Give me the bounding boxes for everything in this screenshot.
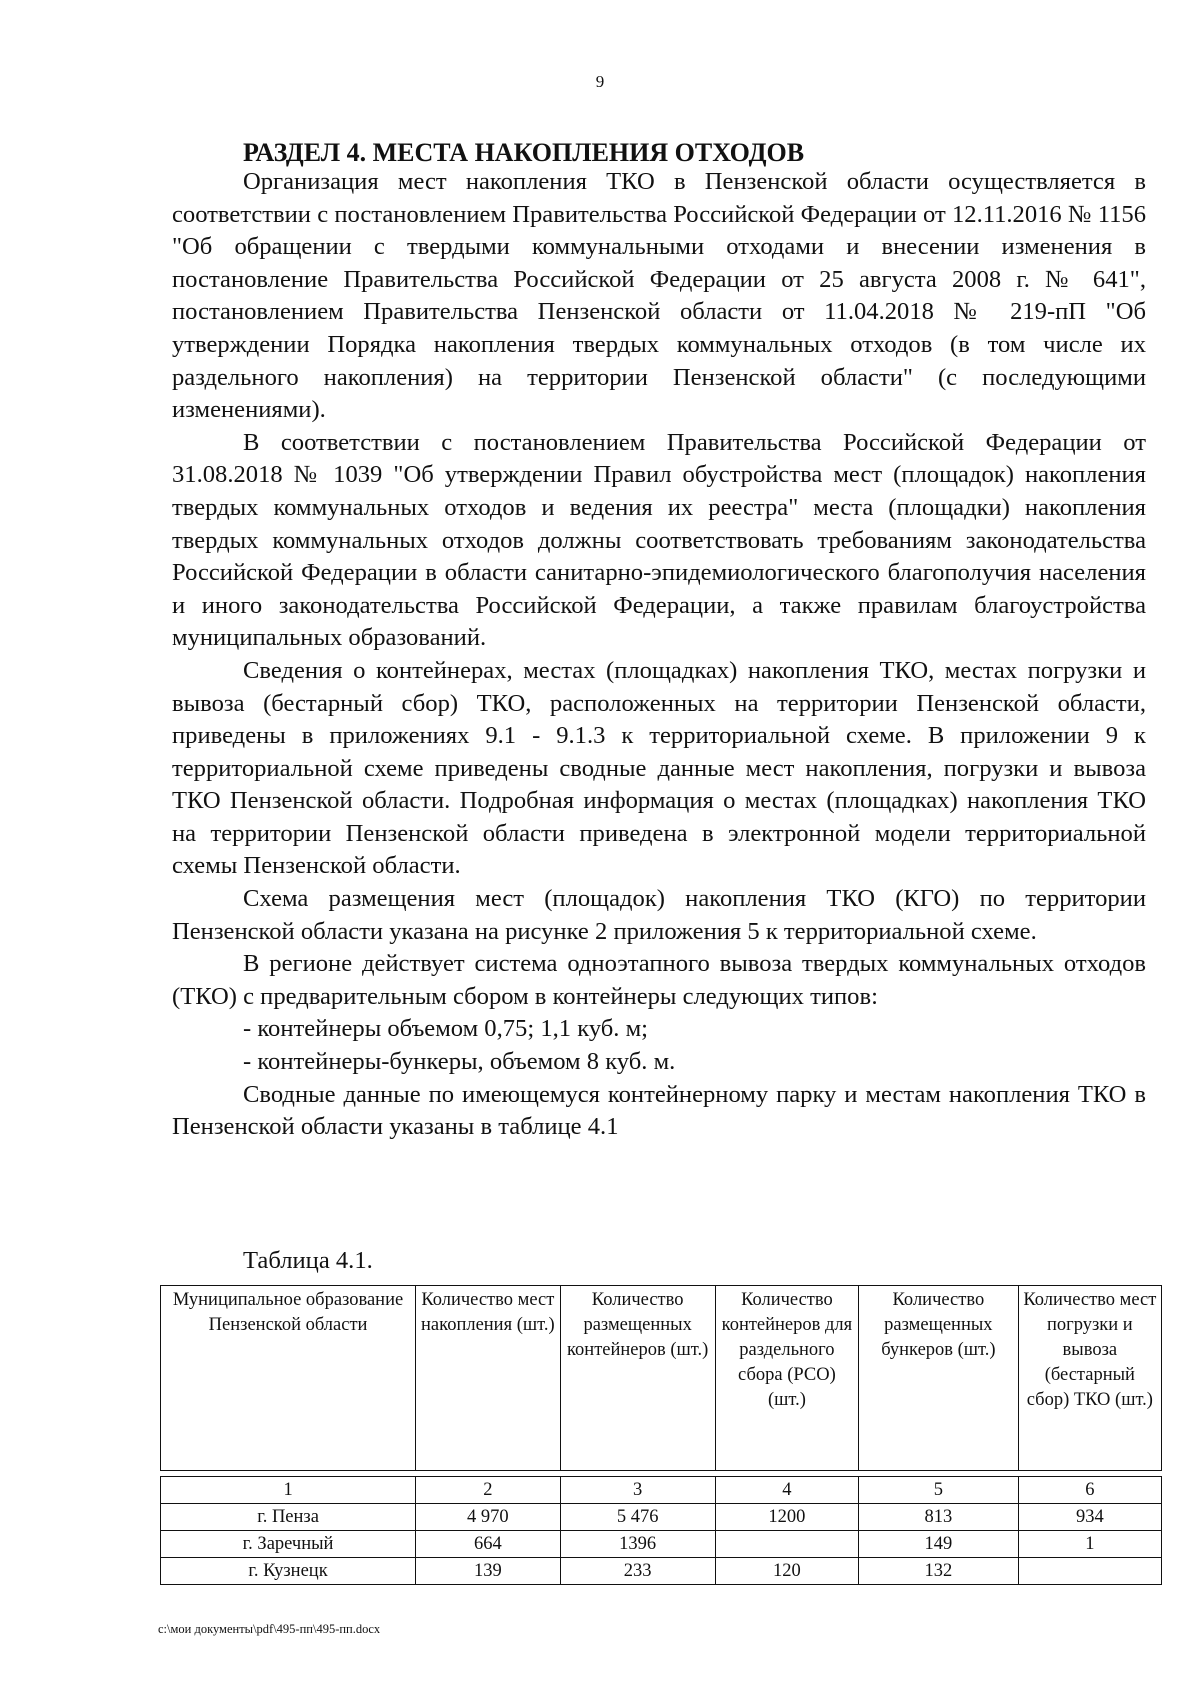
table-header-row (161, 1286, 1162, 1471)
table-cell: 149 (859, 1531, 1019, 1558)
paragraph: Сведения о контейнерах, местах (площадках) накопления ТКО, местах погрузки и вывоза (бестарный сбор) ТКО, расположенных на территории Пензенской области, приведены в приложениях 9.1 - 9.1.3 к территориальной схеме. В приложении 9 к территориальной схеме приведены сводные данные мест накопления, погрузки и вывоза ТКО Пензенской области. Подробная информация о местах (площадках) накопления ТКО на территории Пензенской области приведена в электронной модели территориальной схемы Пензенской области. (172, 656, 1146, 880)
table-cell: 934 (1018, 1504, 1161, 1531)
footer-file-path: c:\мои документы\pdf\495-пп\495-пп.docx (158, 1622, 381, 1636)
column-header: Количество размещенных бункеров (шт.) (859, 1286, 1019, 1471)
column-header: Количество контейнеров для раздельного сбора (РСО) (шт.) (715, 1286, 858, 1471)
column-number: 4 (715, 1477, 858, 1504)
section-heading: РАЗДЕЛ 4. МЕСТА НАКОПЛЕНИЯ ОТХОДОВ (243, 138, 805, 167)
column-number-row (161, 1477, 1162, 1504)
table-cell: 233 (560, 1558, 715, 1585)
column-header: Количество размещенных контейнеров (шт.) (560, 1286, 715, 1471)
page-number: 9 (595, 72, 605, 91)
table-cell: 139 (416, 1558, 560, 1585)
column-number: 2 (416, 1477, 560, 1504)
list-item: - контейнеры-бункеры, объемом 8 куб. м. (243, 1048, 676, 1076)
paragraph: В соответствии с постановлением Правительства Российской Федерации от 31.08.2018 № 1039 "Об утверждении Правил обустройства мест (площадок) накопления твердых коммунальных отходов и ведения их реестра" места (площадки) накопления твердых коммунальных отходов должны соответствовать требованиям законодательства Российской Федерации в области санитарно-эпидемиологического благополучия населения и иного законодательства Российской Федерации, а также правилам благоустройства муниципальных образований. (172, 428, 1146, 652)
paragraph: Организация мест накопления ТКО в Пензенской области осуществляется в соответствии с постановлением Правительства Российской Федерации от 12.11.2016 № 1156 "Об обращении с твердыми коммунальными отходами и внесении изменения в постановление Правительства Российской Федерации от 25 августа 2008 г. № 641", постановлением Правительства Пензенской области от 11.04.2018 № 219-пП "Об утверждении Порядка накопления твердых коммунальных отходов (в том числе их раздельного накопления) на территории Пензенской области" (с последующими изменениями). (172, 168, 1146, 424)
body-text (172, 166, 1146, 1144)
table-cell: 1200 (715, 1504, 858, 1531)
table-cell: г. Кузнецк (161, 1558, 416, 1585)
table-cell: 1396 (560, 1531, 715, 1558)
column-number: 5 (859, 1477, 1019, 1504)
paragraph: Схема размещения мест (площадок) накопления ТКО (КГО) по территории Пензенской области указана на рисунке 2 приложения 5 к территориальной схеме. (172, 885, 1146, 945)
table-caption: Таблица 4.1. (243, 1247, 373, 1274)
column-header: Количество мест погрузки и вывоза (бестарный сбор) ТКО (шт.) (1018, 1286, 1161, 1471)
table-cell (715, 1531, 858, 1558)
column-number: 3 (560, 1477, 715, 1504)
list-item: - контейнеры объемом 0,75; 1,1 куб. м; (243, 1015, 648, 1043)
table-cell: 4 970 (416, 1504, 560, 1531)
paragraph: В регионе действует система одноэтапного вывоза твердых коммунальных отходов (ТКО) с предварительным сбором в контейнеры следующих типов: (172, 950, 1146, 1010)
table-cell: г. Пенза (161, 1504, 416, 1531)
table-cell (1018, 1558, 1161, 1585)
column-number: 6 (1018, 1477, 1161, 1504)
column-header: Муниципальное образование Пензенской области (161, 1286, 416, 1471)
paragraph: Сводные данные по имеющемуся контейнерному парку и местам накопления ТКО в Пензенской области указаны в таблице 4.1 (172, 1080, 1146, 1141)
table-cell: 5 476 (560, 1504, 715, 1531)
table-cell: г. Заречный (161, 1531, 416, 1558)
table-cell: 120 (715, 1558, 858, 1585)
table-cell: 664 (416, 1531, 560, 1558)
column-number: 1 (161, 1477, 416, 1504)
data-table (160, 1285, 1162, 1585)
table-cell: 813 (859, 1504, 1019, 1531)
table-row (161, 1531, 1162, 1558)
table-cell: 1 (1018, 1531, 1161, 1558)
table-row (161, 1504, 1162, 1531)
column-header: Количество мест накопления (шт.) (416, 1286, 560, 1471)
table-row (161, 1558, 1162, 1585)
table-cell: 132 (859, 1558, 1019, 1585)
